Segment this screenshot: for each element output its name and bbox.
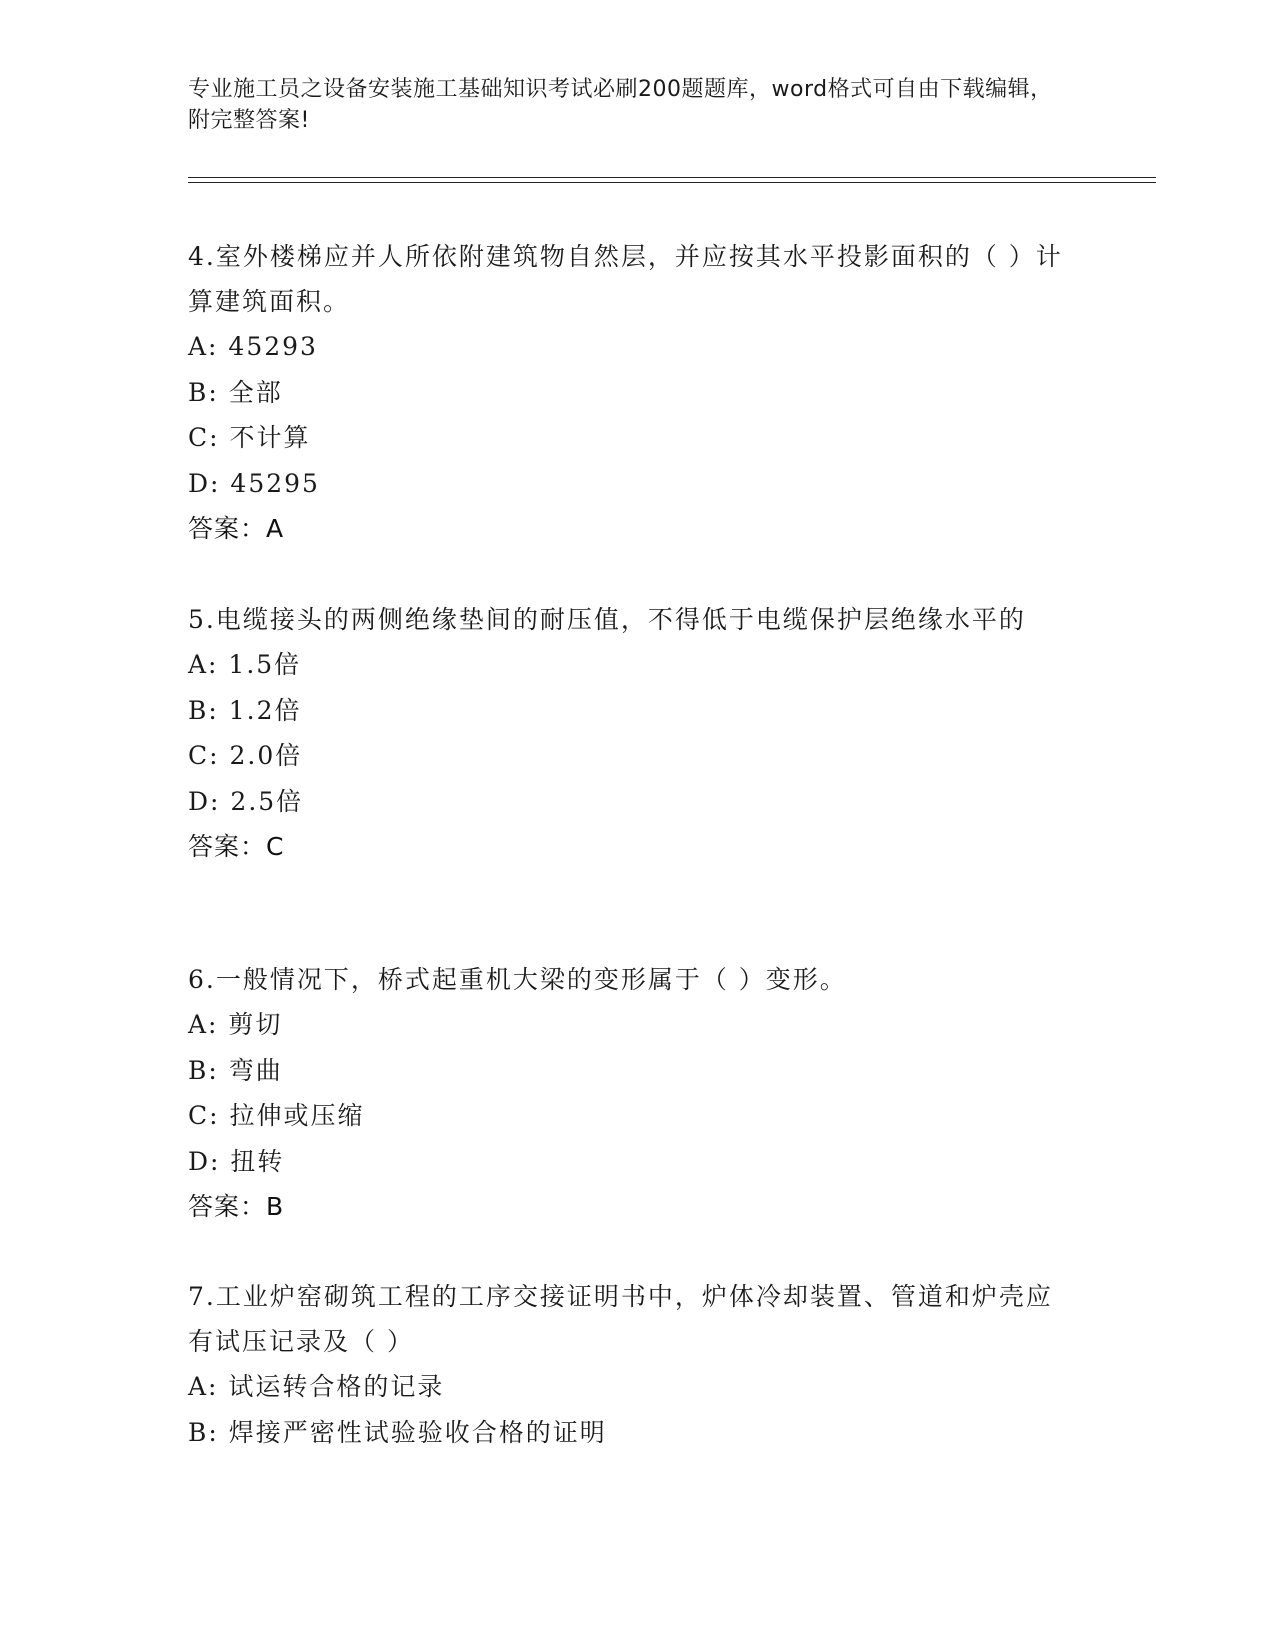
document-header-title: 专业施工员之设备安装施工基础知识考试必刷200题题库，word格式可自由下载编辑，附完整答案! <box>188 77 1053 133</box>
option-a: A: 45293 <box>188 332 318 361</box>
option-a: A: 剪切 <box>188 1010 283 1039</box>
question-item <box>188 1274 1068 1455</box>
answer-line: 答案：A <box>188 514 285 543</box>
option-d: D: 45295 <box>188 468 320 498</box>
answer-line: 答案：C <box>188 832 285 861</box>
option-c: C: 拉伸或压缩 <box>188 1101 365 1130</box>
option-a: A: 试运转合格的记录 <box>188 1372 445 1401</box>
question-stem: 6.一般情况下，桥式起重机大梁的变形属于（ ）变形。 <box>188 965 847 994</box>
question-stem: 5.电缆接头的两侧绝缘垫间的耐压值，不得低于电缆保护层绝缘水平的 <box>188 605 1026 634</box>
question-item <box>188 957 1068 1230</box>
option-b: B: 1.2倍 <box>188 695 302 725</box>
option-b: B: 弯曲 <box>188 1055 283 1085</box>
option-a: A: 1.5倍 <box>188 650 302 679</box>
question-stem: 4.室外楼梯应并人所依附建筑物自然层，并应按其水平投影面积的（ ）计算建筑面积。 <box>188 242 1063 316</box>
option-b: B: 焊接严密性试验验收合格的证明 <box>188 1417 607 1447</box>
answer-line: 答案：B <box>188 1192 285 1221</box>
option-c: C: 不计算 <box>188 423 311 452</box>
question-item <box>188 597 1068 870</box>
question-stem: 7.工业炉窑砌筑工程的工序交接证明书中，炉体冷却装置、管道和炉壳应有试压记录及（ ） <box>188 1282 1053 1356</box>
option-b: B: 全部 <box>188 377 283 407</box>
question-item <box>188 234 1068 552</box>
option-d: D: 2.5倍 <box>188 786 304 816</box>
header-divider-top <box>188 177 1156 178</box>
option-d: D: 扭转 <box>188 1146 285 1176</box>
header-divider-bottom <box>188 182 1156 183</box>
option-c: C: 2.0倍 <box>188 741 303 770</box>
